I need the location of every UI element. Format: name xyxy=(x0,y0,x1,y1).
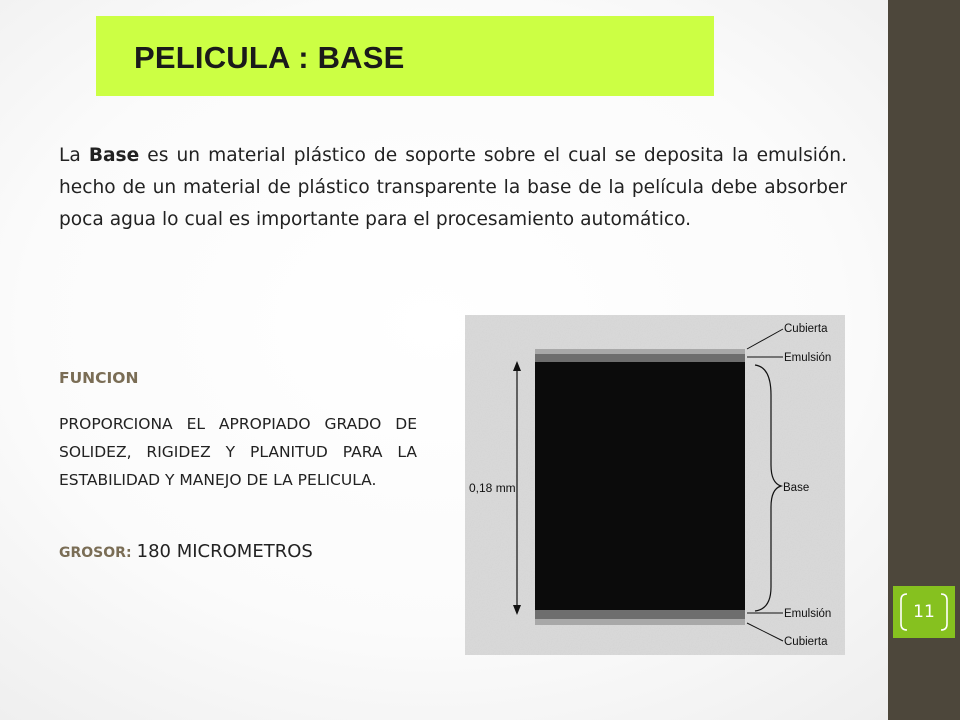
film-diagram-svg xyxy=(465,315,845,655)
film-cross-section-diagram xyxy=(465,315,845,655)
funcion-body: PROPORCIONA EL APROPIADO GRADO DE SOLIDEZ, RIGIDEZ Y PLANITUD PARA LA ESTABILIDAD Y MANEJO DE LA PELICULA. xyxy=(59,415,417,489)
label-emulsion-top: Emulsión xyxy=(784,352,832,364)
title-banner xyxy=(96,16,714,96)
emulsion-bottom-layer xyxy=(535,610,745,619)
page-number-badge xyxy=(893,586,955,638)
label-cubierta-bottom: Cubierta xyxy=(784,636,828,648)
funcion-heading: FUNCION xyxy=(59,369,139,387)
thickness-label: 0,18 mm xyxy=(469,481,516,495)
emulsion-top-layer xyxy=(535,354,745,362)
intro-suffix: es un material plástico de soporte sobre el cual se deposita la emulsión. hecho de un material de plástico transparente la base de la película debe absorber poca agua lo cual es importante para el procesamiento automático. xyxy=(59,145,847,230)
grosor-line xyxy=(59,541,313,562)
grosor-label: GROSOR: xyxy=(59,545,132,561)
intro-paragraph xyxy=(59,140,847,236)
grosor-value: 180 MICROMETROS xyxy=(136,541,313,562)
cubierta-bottom-layer xyxy=(535,619,745,625)
page-number: 11 xyxy=(913,602,935,622)
label-emulsion-bottom: Emulsión xyxy=(784,608,832,620)
label-base: Base xyxy=(783,482,810,494)
page-title: PELICULA : BASE xyxy=(134,40,405,75)
label-cubierta-top: Cubierta xyxy=(784,323,828,335)
intro-bold-term: Base xyxy=(88,145,140,166)
intro-prefix: La xyxy=(59,145,89,166)
base-layer xyxy=(535,362,745,610)
